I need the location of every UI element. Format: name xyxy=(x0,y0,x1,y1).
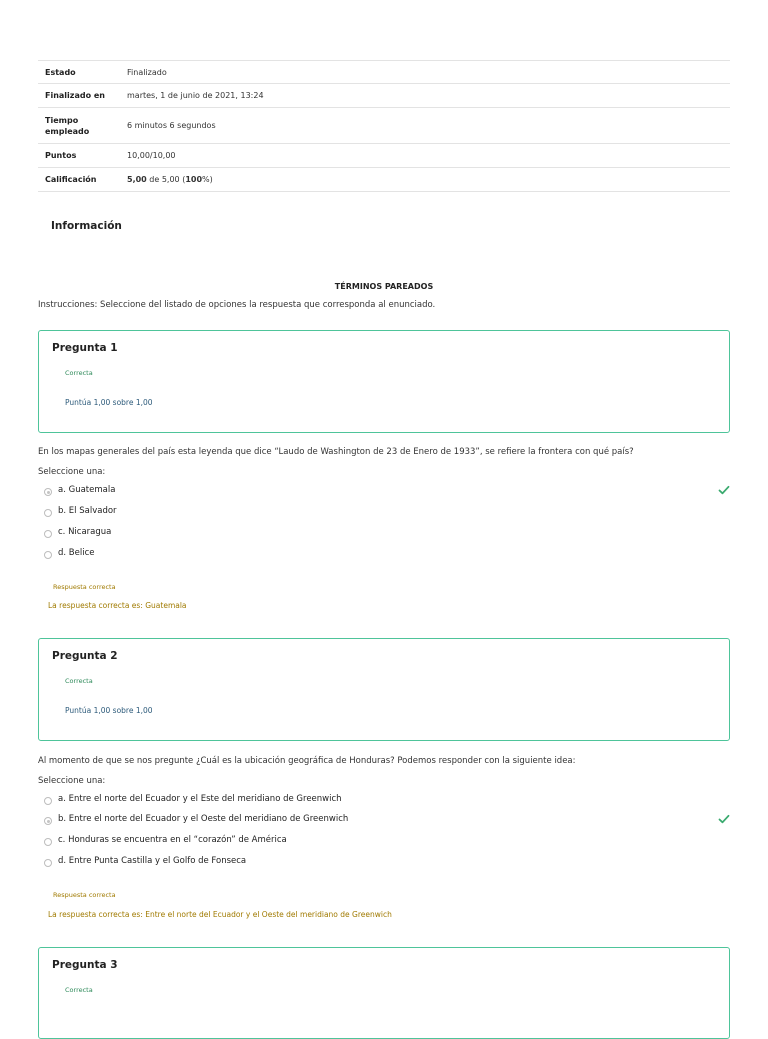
answer-option[interactable] xyxy=(44,794,730,808)
instructions-text: Instrucciones: Seleccione del listado de opciones la respuesta que corresponda al enunciado. xyxy=(38,300,436,310)
feedback-title: Respuesta correcta xyxy=(53,891,116,899)
answer-option[interactable] xyxy=(44,548,730,562)
summary-label: Calificación xyxy=(45,175,97,184)
feedback-answer: La respuesta correcta es: Guatemala xyxy=(48,601,187,610)
option-label: c. Nicaragua xyxy=(58,527,112,537)
check-icon xyxy=(718,484,730,496)
summary-row-puntos xyxy=(38,144,730,168)
summary-value: 6 minutos 6 segundos xyxy=(127,121,216,130)
feedback-title: Respuesta correcta xyxy=(53,583,116,591)
question-grade: Puntúa 1,00 sobre 1,00 xyxy=(65,706,153,715)
option-label: c. Honduras se encuentra en el “corazón” de América xyxy=(58,835,287,845)
grade-percent: 100 xyxy=(185,175,203,184)
summary-value: Finalizado xyxy=(127,67,167,77)
option-label: b. Entre el norte del Ecuador y el Oeste del meridiano de Greenwich xyxy=(58,814,349,824)
radio-button[interactable] xyxy=(44,817,52,825)
question-state: Correcta xyxy=(65,369,93,377)
select-prompt: Seleccione una: xyxy=(38,467,106,477)
question-state: Correcta xyxy=(65,677,93,685)
summary-label xyxy=(38,108,127,144)
summary-row-finalizado xyxy=(38,84,730,108)
radio-button[interactable] xyxy=(44,797,52,805)
section-title: TÉRMINOS PAREADOS xyxy=(334,282,434,291)
radio-button[interactable] xyxy=(44,488,52,496)
summary-label: Puntos xyxy=(45,151,77,160)
quiz-review-page xyxy=(38,60,730,994)
radio-button[interactable] xyxy=(44,838,52,846)
grade-end: %) xyxy=(202,175,213,184)
answer-option[interactable] xyxy=(44,814,730,828)
feedback-answer: La respuesta correcta es: Entre el norte del Ecuador y el Oeste del meridiano de Greenwich xyxy=(48,910,392,919)
option-label: a. Guatemala xyxy=(58,485,116,495)
summary-label: Estado xyxy=(45,67,76,77)
answer-option[interactable] xyxy=(44,485,730,499)
question-title: Pregunta 3 xyxy=(52,959,118,971)
grade-of: de 5,00 ( xyxy=(146,175,186,184)
summary-value xyxy=(127,168,730,192)
summary-row-estado xyxy=(38,61,730,84)
question-title: Pregunta 2 xyxy=(52,650,118,662)
question-state: Correcta xyxy=(65,986,93,994)
summary-value: martes, 1 de junio de 2021, 13:24 xyxy=(127,91,264,100)
question-text: Al momento de que se nos pregunte ¿Cuál es la ubicación geográfica de Honduras? Podemos responder con la siguiente idea: xyxy=(38,756,576,766)
summary-row-tiempo xyxy=(38,108,730,144)
radio-button[interactable] xyxy=(44,530,52,538)
attempt-summary-table xyxy=(38,60,730,192)
question-info-box xyxy=(38,638,730,741)
summary-label: Finalizado en xyxy=(45,91,105,100)
answer-option[interactable] xyxy=(44,506,730,520)
summary-value: 10,00/10,00 xyxy=(127,151,176,160)
question-grade: Puntúa 1,00 sobre 1,00 xyxy=(65,398,153,407)
select-prompt: Seleccione una: xyxy=(38,776,106,786)
question-info-box xyxy=(38,947,730,1039)
summary-row-calificacion xyxy=(38,168,730,192)
option-label: b. El Salvador xyxy=(58,506,117,516)
radio-button[interactable] xyxy=(44,509,52,517)
question-text: En los mapas generales del país esta leyenda que dice “Laudo de Washington de 23 de Enero de 1933”, se refiere la frontera con qué país? xyxy=(38,447,634,457)
option-label: d. Entre Punta Castilla y el Golfo de Fonseca xyxy=(58,856,247,866)
grade-value: 5,00 xyxy=(127,175,147,184)
info-heading: Información xyxy=(51,220,122,232)
question-title: Pregunta 1 xyxy=(52,342,118,354)
radio-button[interactable] xyxy=(44,551,52,559)
option-label: a. Entre el norte del Ecuador y el Este del meridiano de Greenwich xyxy=(58,794,342,804)
summary-label-line: empleado xyxy=(45,126,90,136)
option-label: d. Belice xyxy=(58,548,95,558)
answer-option[interactable] xyxy=(44,527,730,541)
summary-label-line: Tiempo xyxy=(45,115,79,125)
check-icon xyxy=(718,813,730,825)
radio-button[interactable] xyxy=(44,859,52,867)
answer-option[interactable] xyxy=(44,856,730,870)
answer-option[interactable] xyxy=(44,835,730,849)
question-info-box xyxy=(38,330,730,433)
